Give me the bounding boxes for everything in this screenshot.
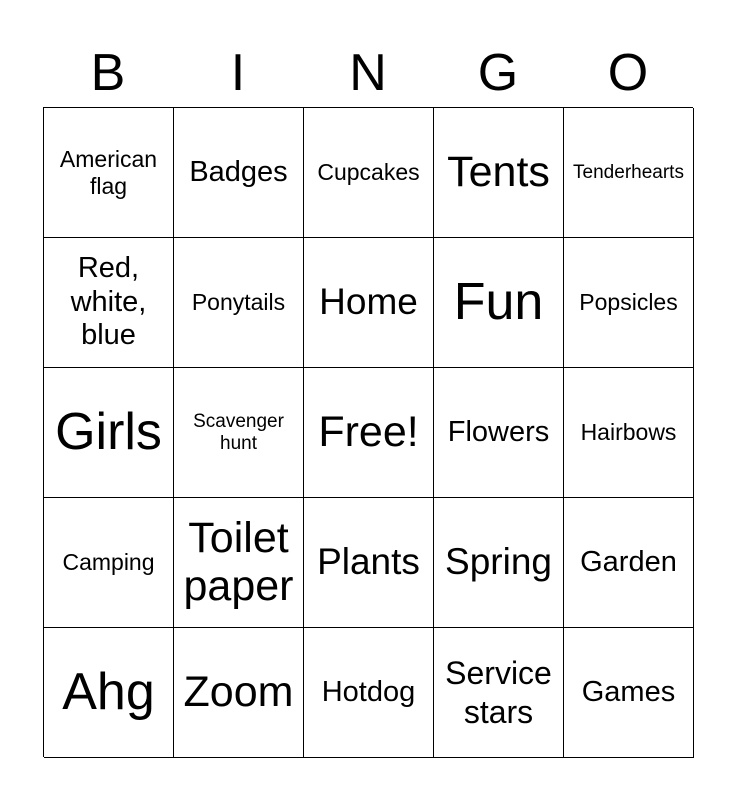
- header-letter-b: B: [90, 44, 126, 102]
- bingo-cell[interactable]: Red, white, blue: [44, 238, 174, 368]
- free-space-cell[interactable]: Free!: [304, 368, 434, 498]
- header-letter-g: G: [477, 44, 519, 102]
- bingo-cell[interactable]: Scavenger hunt: [174, 368, 304, 498]
- bingo-cell[interactable]: Flowers: [434, 368, 564, 498]
- bingo-cell[interactable]: Fun: [434, 238, 564, 368]
- bingo-cell[interactable]: Service stars: [434, 628, 564, 758]
- bingo-header: [43, 38, 693, 108]
- bingo-cell[interactable]: Games: [564, 628, 694, 758]
- bingo-cell[interactable]: Girls: [44, 368, 174, 498]
- bingo-cell[interactable]: American flag: [44, 108, 174, 238]
- header-letter-o: O: [607, 44, 649, 102]
- bingo-board: [43, 107, 693, 757]
- bingo-cell[interactable]: Zoom: [174, 628, 304, 758]
- bingo-cell[interactable]: Popsicles: [564, 238, 694, 368]
- bingo-cell[interactable]: Hairbows: [564, 368, 694, 498]
- bingo-cell[interactable]: Tenderhearts: [564, 108, 694, 238]
- bingo-cell[interactable]: Spring: [434, 498, 564, 628]
- header-letter-n: N: [349, 44, 387, 102]
- bingo-cell[interactable]: Home: [304, 238, 434, 368]
- bingo-cell[interactable]: Tents: [434, 108, 564, 238]
- bingo-cell[interactable]: Toilet paper: [174, 498, 304, 628]
- bingo-cell[interactable]: Camping: [44, 498, 174, 628]
- bingo-cell[interactable]: Plants: [304, 498, 434, 628]
- bingo-cell[interactable]: Cupcakes: [304, 108, 434, 238]
- bingo-cell[interactable]: Ponytails: [174, 238, 304, 368]
- bingo-cell[interactable]: Ahg: [44, 628, 174, 758]
- header-letter-i: I: [230, 44, 246, 102]
- bingo-cell[interactable]: Garden: [564, 498, 694, 628]
- bingo-cell[interactable]: Hotdog: [304, 628, 434, 758]
- bingo-cell[interactable]: Badges: [174, 108, 304, 238]
